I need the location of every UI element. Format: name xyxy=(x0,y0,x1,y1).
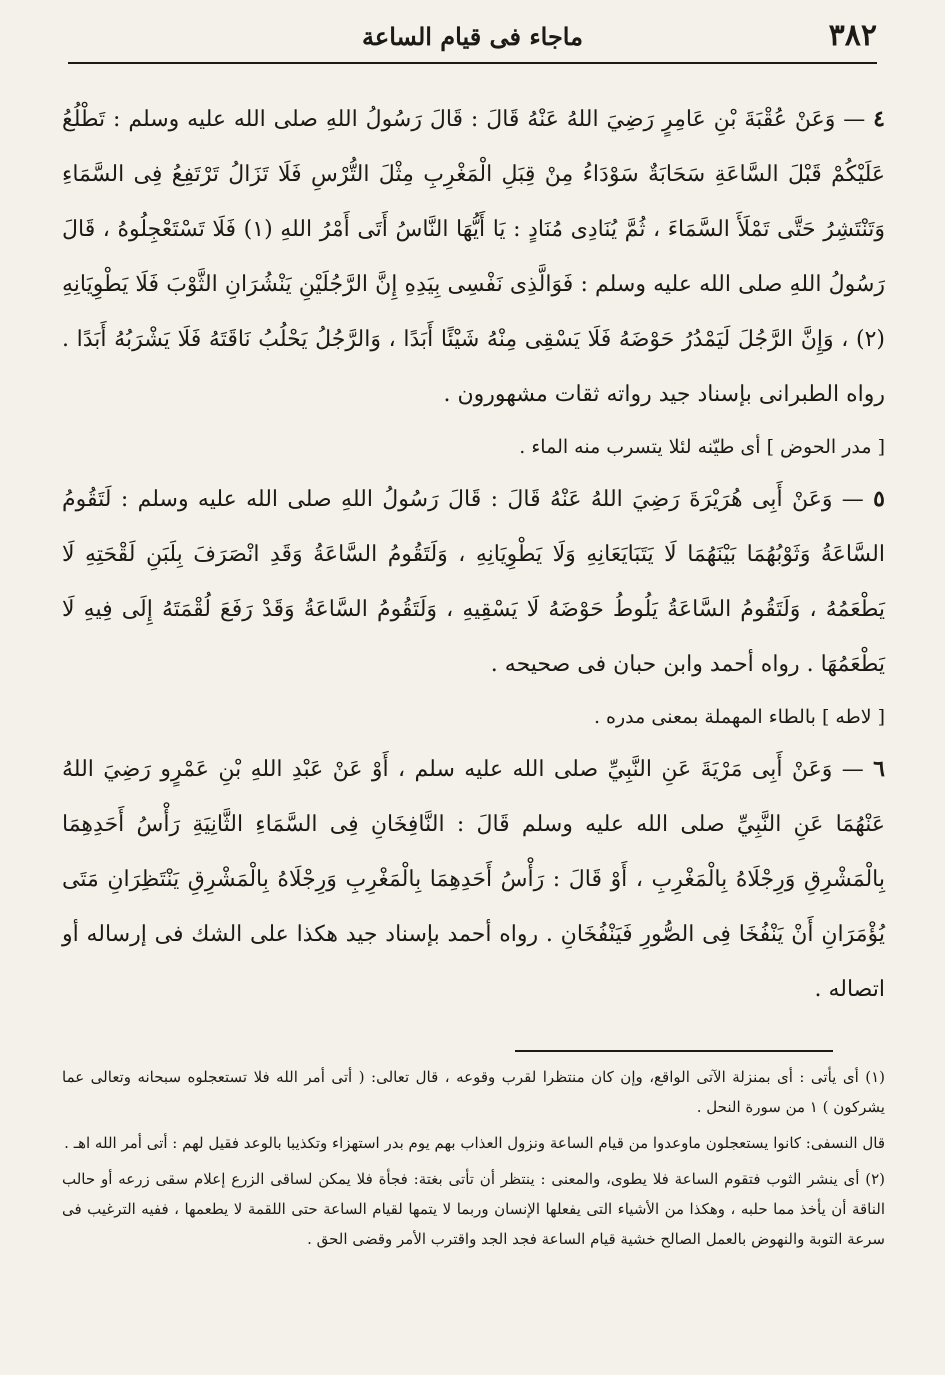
footnote-divider xyxy=(515,1050,833,1052)
footnote-2: (٢) أى ينشر الثوب فتقوم الساعة فلا يطوى، والمعنى : ينتظر أن تأتى بغتة: فجأة فلا يمكن لساقى الزرع إعلام سقى زرعه أو حالب الناقة أن يأخذ مما حلبه ، وهكذا من الأشياء التى يفعلها الإنسان وربما لا يتمها لقيام الساعة حتى اللقمة لا يطعمها ، ففيه الترغيب فى سرعة التوبة والنهوض بالعمل الصالح خشية قيام الساعة فجد الجد واقترب الأمر وقضى الحق . xyxy=(62,1170,885,1248)
hadith-text: — وَعَنْ أَبِى هُرَيْرَةَ رَضِيَ اللهُ عَنْهُ قَالَ : قَالَ رَسُولُ اللهِ صلى الله عليه وسلم : لَتَقُومُ السَّاعَةُ وَثَوْبُهُمَا بَيْنَهُمَا لَا يَتَبَايَعَانِهِ وَلَا يَطْوِيَانِهِ ، وَلَتَقُومُ السَّاعَةُ وَقَدِ انْصَرَفَ بِلَبَنِ لَقْحَتِهِ لَا يَطْعَمُهُ ، وَلَتَقُومُ السَّاعَةُ يَلُوطُ حَوْضَهُ لَا يَسْقِيهِ ، وَلَتَقُومُ السَّاعَةُ وَقَدْ رَفَعَ لُقْمَتَهُ إِلَى فِيهِ لَا يَطْعَمُهَا . رواه أحمد وابن حبان فى صحيحه . xyxy=(62,487,885,677)
hadith-text: — وَعَنْ أَبِى مَرْيَةَ عَنِ النَّبِيِّ صلى الله عليه سلم ، أَوْ عَنْ عَبْدِ اللهِ بْنِ عَمْرٍو رَضِيَ اللهُ عَنْهُمَا عَنِ النَّبِيِّ صلى الله عليه وسلم قَالَ : النَّافِخَانِ فِى السَّمَاءِ الثَّانِيَةِ رَأْسُ أَحَدِهِمَا بِالْمَشْرِقِ وَرِجْلَاهُ بِالْمَغْرِبِ ، أَوْ قَالَ : رَأْسُ أَحَدِهِمَا بِالْمَغْرِبِ وَرِجْلَاهُ بِالْمَشْرِقِ يَنْتَظِرَانِ مَتَى يُؤْمَرَانِ أَنْ يَنْفُخَا فِى الصُّورِ فَيَنْفُخَانِ . رواه أحمد بإسناد جيد هكذا على الشك فى إرساله أو اتصاله . xyxy=(62,757,885,1002)
footnote-1: (١) أى يأتى : أى بمنزلة الآتى الواقع، وإن كان منتظرا لقرب وقوعه ، قال تعالى: ( أتى أمر الله فلا تستعجلوه سبحانه وتعالى عما يشركون ) ١ من سورة النحل . xyxy=(62,1068,885,1116)
hadith-number: ٤ xyxy=(873,106,885,132)
footnotes xyxy=(62,1062,885,1260)
hadith-5 xyxy=(62,472,885,692)
hadith-6 xyxy=(62,742,885,1017)
footnote-1-continuation: قال النسفى: كانوا يستعجلون ماوعدوا من قيام الساعة ونزول العذاب بهم يوم بدر استهزاء وتكذيبا بالوعد فقيل لهم : أتى أمر الله اهـ . xyxy=(64,1134,885,1152)
running-title: ماجاء فى قيام الساعة xyxy=(362,22,583,51)
hadith-text: — وَعَنْ عُقْبَةَ بْنِ عَامِرٍ رَضِيَ اللهُ عَنْهُ قَالَ : قَالَ رَسُولُ اللهِ صلى الله عليه وسلم : تَطْلُعُ عَلَيْكُمْ قَبْلَ السَّاعَةِ سَحَابَةٌ سَوْدَاءُ مِنْ قِبَلِ الْمَغْرِبِ مِثْلَ التُّرْسِ فَلَا تَزَالُ تَرْتَفِعُ فِى السَّمَاءِ وَتَنْتَشِرُ حَتَّى تَمْلَأَ السَّمَاءَ ، ثُمَّ يُنَادِى مُنَادٍ : يَا أَيُّهَا النَّاسُ أَتَى أَمْرُ اللهِ (١) فَلَا تَسْتَعْجِلُوهُ ، قَالَ رَسُولُ اللهِ صلى الله عليه وسلم : فَوَالَّذِى نَفْسِى بِيَدِهِ إِنَّ الرَّجُلَيْنِ يَنْشُرَانِ الثَّوْبَ فَلَا يَطْوِيَانِهِ (٢) ، وَإِنَّ الرَّجُلَ لَيَمْدُرُ حَوْضَهُ فَلَا يَسْقِى مِنْهُ شَيْئًا أَبَدًا ، وَالرَّجُلُ يَحْلُبُ نَاقَتَهُ فَلَا يَشْرَبُهُ أَبَدًا . رواه الطبرانى بإسناد جيد رواته ثقات مشهورون . xyxy=(62,107,885,407)
gloss-note: [ مدر الحوض ] أى طيّنه لئلا يتسرب منه الماء . xyxy=(519,436,885,458)
page-header xyxy=(68,14,877,64)
hadith-number: ٦ xyxy=(873,756,885,782)
page-number: ٣٨٢ xyxy=(828,18,877,53)
page-body xyxy=(62,92,885,1017)
hadith-number: ٥ xyxy=(873,486,885,512)
gloss-note: [ لاطه ] بالطاء المهملة بمعنى مدره . xyxy=(593,706,885,728)
hadith-4 xyxy=(62,92,885,422)
